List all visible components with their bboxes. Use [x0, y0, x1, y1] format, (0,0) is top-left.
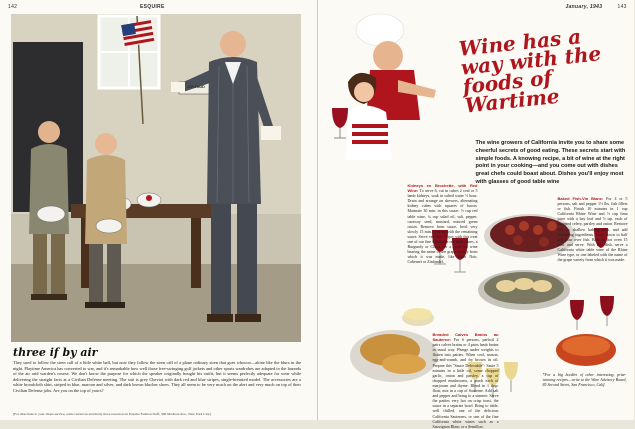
illustration-art	[11, 14, 301, 342]
recipe-text: For 6 persons, parboil 2 pairs calves brains or 4 pairs lamb brains in usual way. Plunge under weights to flatten into patties. When cool, season, egg-and-crumb, and fry brown in oil. Prepare this "Sauce Delectable": Saute 5 minutes in a little oil, some chopped garlic, onion and parsley, a cup of chopped mushrooms, a pinch each of marjoram and thyme. Blend in 1 tbsp. flour, mix in a cup of Sauterne. Add salt and pepper and bring to a simmer. Serve the patties very hot on crisp toast, the sauce in a separate bowl. Bring to table, well chilled, one of the delicious California Sauternes, or one of the fine California white wines such as a Sauvignon Blanc or a Semillon.	[432, 337, 499, 429]
footnote: (For directions to your shops-service, some resources and many more resources in Esquire Fashion Staff, 366 Madison Ave., New York City.)	[13, 412, 212, 416]
body-text: They used to follow the siren call of a little white ball, but now they follow the siren call of a plane ordinary siren that goes whoooo—alone like the blurs in the night. Playtime America has converted to war, and it's remarkable how well those free-swinging golf jackets and other sports wardrobes are adapted to the hazards of the air raid warden's course. We don't know the purpose for which the speaker originally bought his outfit, but it seems perfectly adequate for wear while delivering the straight facts at a Civilian Defense meeting. The suit is grey Cheviot with dark red and blue stripes, single-breasted model. The accessories are a white broadcloth shirt, striped in blue, maroon and silver, and dark brown blucher shoes. They all seem to be very much on the alert and very much on top of their Civilian Defense jobs. Are you on the top of yours?	[13, 360, 301, 393]
ad-headline: Wine has a way with the foods of Wartime	[457, 24, 602, 118]
booklet-offer	[543, 372, 627, 387]
recipe-kidneys	[408, 183, 478, 265]
page-number-left: 142	[8, 4, 18, 10]
recipe-text: For 4 or 5 persons, salt and pepper 1½ lbs. fish fillets or fish. Finish 10 minutes in 1 cup California Rhine Wine and ½ cup lima juice with a bay leaf and ½ tsp. each of chopped celery, parsley and onion. Remove fish to shallow baking dish, and add remaining ingredients. Cook down to half and pour over fish. Bake in hot oven 15 min. and serve. With this dish, serve a California white table wine of the Rhine Wine type, or one labeled with the name of the grape variety from which it was made.	[557, 196, 628, 263]
magazine-title: ESQUIRE	[140, 4, 165, 10]
recipe-fish	[558, 196, 628, 262]
right-page	[318, 0, 635, 429]
ad-intro: The wine growers of California invite you to share some cheerful secrets of good eating. These secrets start with simple foods. A knowing recipe, a bit of wine at the right point in your cooking—and you come out with dishes great chefs could boast about. Dishes you'll enjoy most with glasses of good table wine	[475, 140, 626, 185]
recipe-title: Breaded Calves Brains au Sauterne:	[432, 332, 499, 343]
recipe-title: Kidneys en Brochette, with Red Wine:	[407, 183, 478, 194]
air-raid-sign: AIR RAID	[187, 84, 205, 89]
recipe-text: To serve 6, cut in cubes 2 veal or 5 lamb kidneys, soak in salted water ½ hour. Drain and arrange on skewers, alternating kidney cubes with squares of bacon. Marinate 30 min. in this sauce: ½ cup red table wine, ¼ cup salad oil, salt, pepper, caraway seed, mustard, minced green onion. Remove from sauce, broil very slowly 15 min., basting with the remaining sauce. Serve very hot. Enjoy with this treat one of our fine California red table wines, a Burgundy or Claret. Or a good red wine bearing the name of the grape variety from which it was made, like Pinot Noir, Cabernet or Zinfandel.	[407, 188, 478, 265]
recipe-title: Baked Fish-Vin Blanc:	[557, 196, 604, 201]
issue-date: January, 1943	[565, 4, 603, 10]
caption-title: three if by air	[13, 346, 98, 359]
recipe-brains	[433, 332, 499, 429]
fashion-illustration	[11, 14, 301, 342]
left-page	[0, 0, 318, 420]
booklet-text: *For a big booklet of other interesting, prize-winning recipes—write to the Wine Advisory Board, 85 Second Street, San Francisco, Calif.	[542, 372, 627, 388]
page-number-right: 143	[617, 4, 627, 10]
